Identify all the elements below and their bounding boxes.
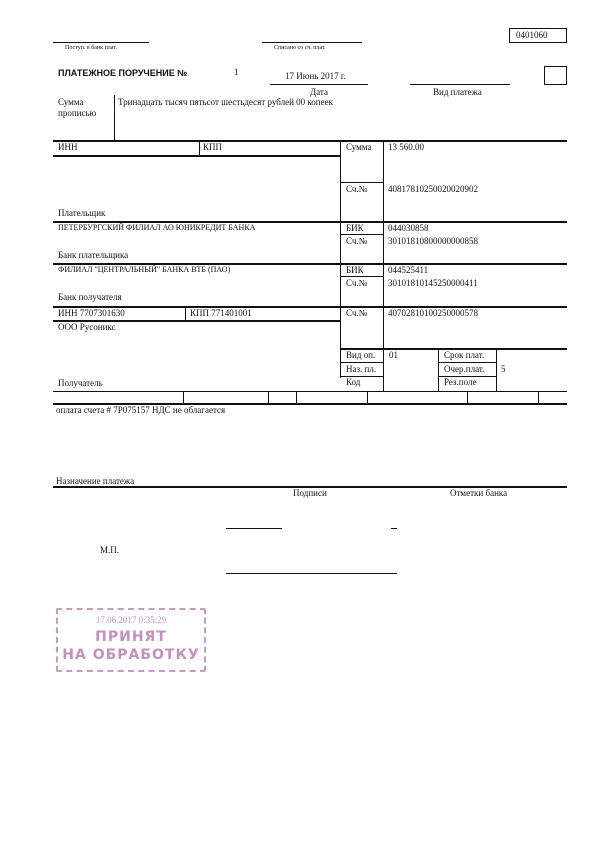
seal-label: М.П. bbox=[100, 545, 120, 555]
payer-inn-divider bbox=[199, 140, 200, 156]
order-number: 1 bbox=[234, 67, 239, 77]
term-col-left-border bbox=[438, 348, 439, 392]
recipient-bank-corr-label: Сч.№ bbox=[346, 278, 368, 288]
payer-label: Плательщик bbox=[58, 208, 106, 218]
form-code: 0401060 bbox=[516, 30, 548, 40]
recipient-bank-bottom-line bbox=[53, 306, 567, 308]
debited-label: Списано со сч. плат. bbox=[274, 45, 326, 51]
priority-value: 5 bbox=[501, 364, 506, 374]
purpose-code-label: Наз. пл. bbox=[346, 364, 377, 374]
purpose-label: Назначение платежа bbox=[56, 476, 135, 486]
stamp-timestamp: 17.06.2017 0:35:29 bbox=[95, 615, 167, 625]
code-label: Код bbox=[346, 377, 361, 387]
received-label: Поступ. в банк плат. bbox=[65, 45, 117, 51]
table-top-line bbox=[53, 140, 567, 142]
term-label: Срок плат. bbox=[444, 350, 485, 360]
recipient-bank-bik-label: БИК bbox=[346, 265, 364, 275]
payer-right-border bbox=[340, 140, 341, 378]
page-title: ПЛАТЕЖНОЕ ПОРУЧЕНИЕ № bbox=[58, 68, 188, 78]
term-line bbox=[438, 362, 496, 363]
recipient-label: Получатель bbox=[58, 378, 103, 388]
payer-bank-name: ПЕТЕРБУРГСКИЙ ФИЛИАЛ АО ЮНИКРЕДИТ БАНКА bbox=[58, 223, 256, 232]
recipient-bank-corr-value: 30101810145250000411 bbox=[388, 278, 478, 288]
label-col-right-border bbox=[383, 140, 384, 392]
payer-bank-label: Банк плательщика bbox=[58, 250, 129, 260]
date-label: Дата bbox=[310, 87, 328, 97]
priority-label: Очер.плат. bbox=[444, 364, 485, 374]
recipient-inn-divider bbox=[185, 306, 186, 321]
op-type-line bbox=[340, 362, 383, 363]
order-date: 17 Июнь 2017 г. bbox=[285, 71, 346, 81]
payer-inn-label: ИНН bbox=[58, 142, 78, 152]
amount-words-label-2: прописью bbox=[58, 108, 97, 118]
recipient-name: ООО Русоникс bbox=[58, 322, 116, 332]
signature-line-3 bbox=[226, 573, 397, 574]
processing-stamp bbox=[56, 608, 206, 672]
payment-type-line bbox=[410, 84, 510, 85]
debited-line bbox=[262, 42, 362, 43]
payer-bank-bik-value: 044030858 bbox=[388, 223, 429, 233]
recipient-bank-label: Банк получателя bbox=[58, 292, 122, 302]
tax-row-top-line bbox=[53, 391, 567, 392]
status-box bbox=[544, 66, 567, 85]
bank-marks-label: Отметки банка bbox=[450, 488, 508, 498]
date-line bbox=[270, 84, 368, 85]
recipient-bank-bik-value: 044525411 bbox=[388, 265, 429, 275]
op-type-value: 01 bbox=[389, 350, 398, 360]
recipient-bank-name: ФИЛИАЛ "ЦЕНТРАЛЬНЫЙ" БАНКА ВТБ (ПАО) bbox=[58, 265, 231, 274]
payer-account-value: 40817810250020020902 bbox=[388, 184, 478, 194]
term-col-right-border bbox=[496, 348, 497, 392]
amount-words-label-1: Сумма bbox=[58, 97, 84, 107]
sum-bottom-line bbox=[340, 182, 383, 183]
payer-inn-line bbox=[53, 155, 340, 157]
recipient-inn: ИНН 7707301630 bbox=[58, 308, 125, 318]
recipient-bank-bik-line bbox=[340, 276, 383, 277]
payer-bank-bik-label: БИК bbox=[346, 223, 364, 233]
signature-line-2 bbox=[391, 528, 397, 529]
payer-sum-label: Сумма bbox=[346, 142, 372, 152]
payer-bank-corr-value: 30101810800000000858 bbox=[388, 236, 478, 246]
payer-kpp-label: КПП bbox=[203, 142, 223, 152]
payer-account-label: Сч.№ bbox=[346, 184, 368, 194]
op-type-label: Вид оп. bbox=[346, 350, 376, 360]
received-line bbox=[53, 42, 149, 43]
stamp-line-1: ПРИНЯТ bbox=[95, 629, 167, 645]
purpose-text: оплата счета # 7P075157 НДС не облагается bbox=[56, 405, 226, 415]
recipient-kpp: КПП 771401001 bbox=[190, 308, 252, 318]
recipient-account-label: Сч.№ bbox=[346, 308, 368, 318]
amount-words-value: Тринадцать тысяч пятьсот шестьдесят рублей 00 копеек bbox=[118, 97, 333, 107]
amount-words-divider bbox=[114, 95, 115, 140]
stamp-line-2: НА ОБРАБОТКУ bbox=[62, 647, 200, 663]
payer-bank-bik-line bbox=[340, 234, 383, 235]
recipient-account-value: 40702810100250000578 bbox=[388, 308, 478, 318]
payer-bank-corr-label: Сч.№ bbox=[346, 236, 368, 246]
payer-sum-value: 13 560.00 bbox=[388, 142, 424, 152]
signature-line-1 bbox=[226, 528, 282, 529]
payment-type-label: Вид платежа bbox=[433, 87, 482, 97]
reserve-label: Рез.поле bbox=[444, 377, 477, 387]
signatures-label: Подписи bbox=[293, 488, 327, 498]
